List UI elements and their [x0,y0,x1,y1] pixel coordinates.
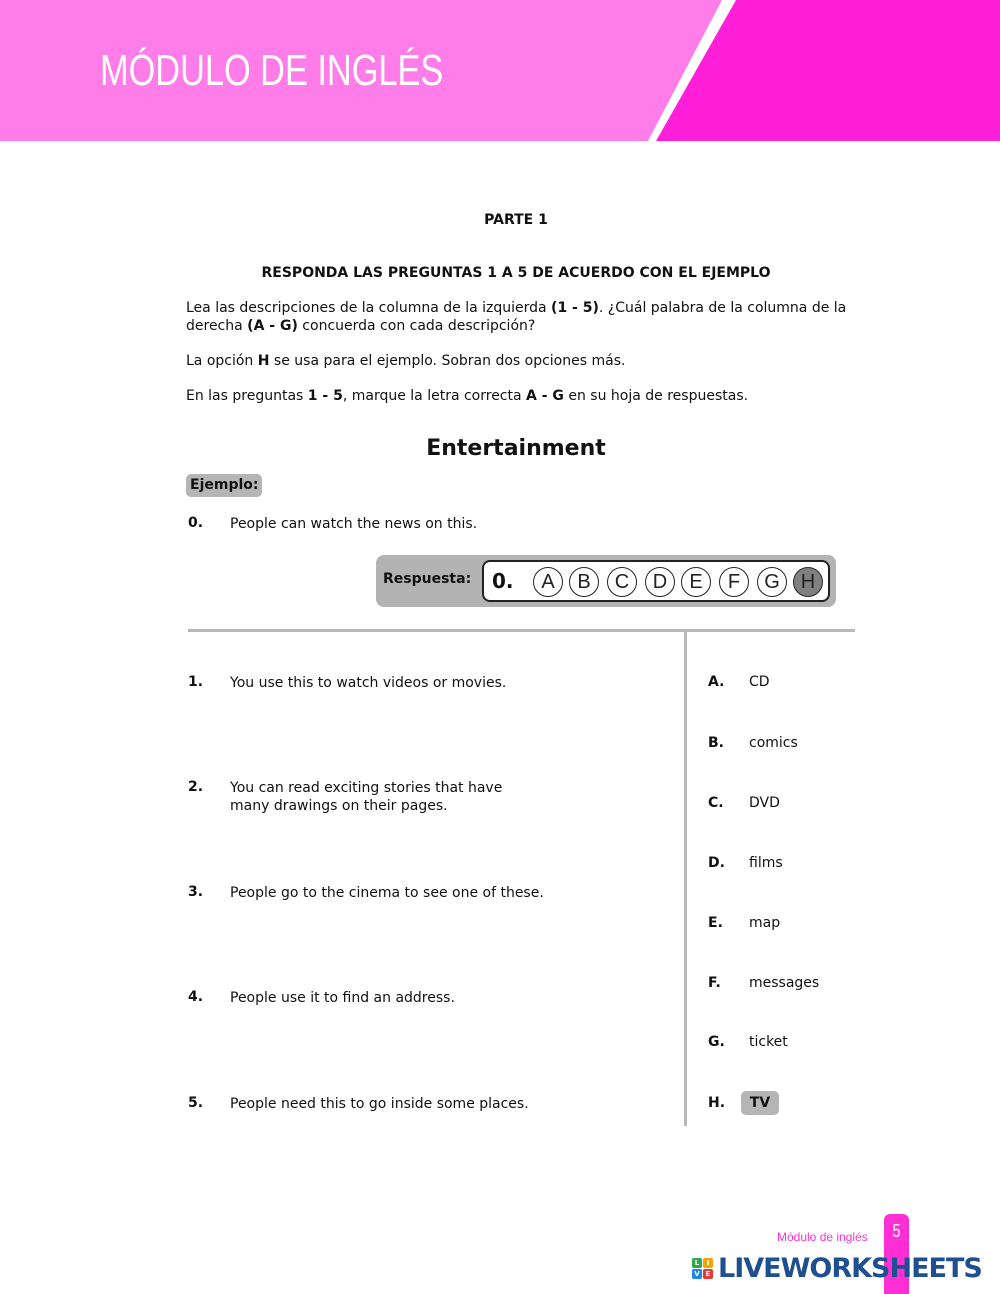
bubble-f[interactable]: F [719,567,749,597]
answer-bubble-row [482,560,830,602]
question-text-4: People use it to find an address. [230,990,455,1006]
column-divider [684,632,687,1126]
bubble-d[interactable]: D [645,567,675,597]
page-number: 5 [892,1221,901,1241]
instruction-text: Lea las descripciones de la columna de la izquierda [186,300,552,316]
question-number-2: 2. [188,779,204,795]
instruction-paragraph-3 [186,387,866,405]
part-title: PARTE 1 [484,212,548,228]
question-text-3: People go to the cinema to see one of these. [230,885,544,901]
instruction-text: En las preguntas [186,388,308,404]
bubble-h-selected[interactable]: H [793,567,823,597]
bubble-b[interactable]: B [569,567,599,597]
instruction-paragraph-2 [186,352,866,370]
option-text-e: map [749,915,781,931]
option-text-f: messages [749,975,820,991]
instruction-bold: H [257,353,270,369]
page-header [0,0,1000,141]
question-number-1: 1. [188,674,204,690]
bubble-c[interactable]: C [607,567,637,597]
liveworksheets-logo [692,1253,992,1286]
liveworksheets-wordmark: LIVEWORKSHEETS [718,1253,982,1284]
instruction-text: se usa para el ejemplo. Sobran dos opciones más. [269,353,626,369]
question-number-3: 3. [188,884,204,900]
liveworksheets-icon [692,1258,714,1280]
bubble-g[interactable]: G [757,567,787,597]
logo-cell-i: I [703,1258,713,1268]
instruction-bold: (1 - 5) [551,300,599,316]
example-answer-box [376,555,836,607]
instruction-text: concuerda con cada descripción? [297,318,536,334]
question-text-2: You can read exciting stories that have many drawings on their pages. [230,780,503,814]
answer-label: Respuesta: [383,571,472,587]
option-letter-a: A. [708,674,725,690]
horizontal-divider [188,629,855,632]
example-text: People can watch the news on this. [230,516,478,532]
option-letter-h: H. [708,1095,726,1111]
instruction-bold: 1 - 5 [307,388,343,404]
section-heading: RESPONDA LAS PREGUNTAS 1 A 5 DE ACUERDO CON EL EJEMPLO [261,265,771,281]
option-letter-c: C. [708,795,724,811]
example-label: Ejemplo: [186,474,262,497]
instruction-bold: (A - G) [247,318,298,334]
option-text-g: ticket [749,1034,788,1050]
footer-module-name: Módulo de inglés [777,1230,868,1244]
question-text-5: People need this to go inside some places. [230,1096,529,1112]
option-text-h-highlighted: TV [741,1091,779,1115]
option-letter-e: E. [708,915,723,931]
logo-cell-l: L [692,1258,702,1268]
instruction-text: . ¿Cuál palabra de la columna de la derecha [186,300,847,334]
answer-number: 0. [492,569,514,593]
module-title: MÓDULO DE INGLÉS [100,46,444,95]
option-letter-d: D. [708,855,725,871]
instruction-text: en su hoja de respuestas. [563,388,749,404]
instruction-bold: A - G [526,388,564,404]
question-number-4: 4. [188,989,204,1005]
question-number-5: 5. [188,1095,204,1111]
instruction-text: , marque la letra correcta [342,388,527,404]
option-letter-g: G. [708,1034,725,1050]
example-number: 0. [188,515,204,531]
bubble-e[interactable]: E [681,567,711,597]
option-letter-b: B. [708,735,724,751]
option-text-b: comics [749,735,798,751]
instruction-paragraph-1 [186,299,866,335]
option-text-d: films [749,855,783,871]
option-letter-f: F. [708,975,721,991]
option-text-c: DVD [749,795,780,811]
topic-title: Entertainment [426,436,606,461]
logo-cell-e: E [703,1269,713,1279]
logo-cell-v: V [692,1269,702,1279]
instruction-text: La opción [186,353,258,369]
question-text-1: You use this to watch videos or movies. [230,675,507,691]
option-text-a: CD [749,674,770,690]
bubble-a[interactable]: A [533,567,563,597]
